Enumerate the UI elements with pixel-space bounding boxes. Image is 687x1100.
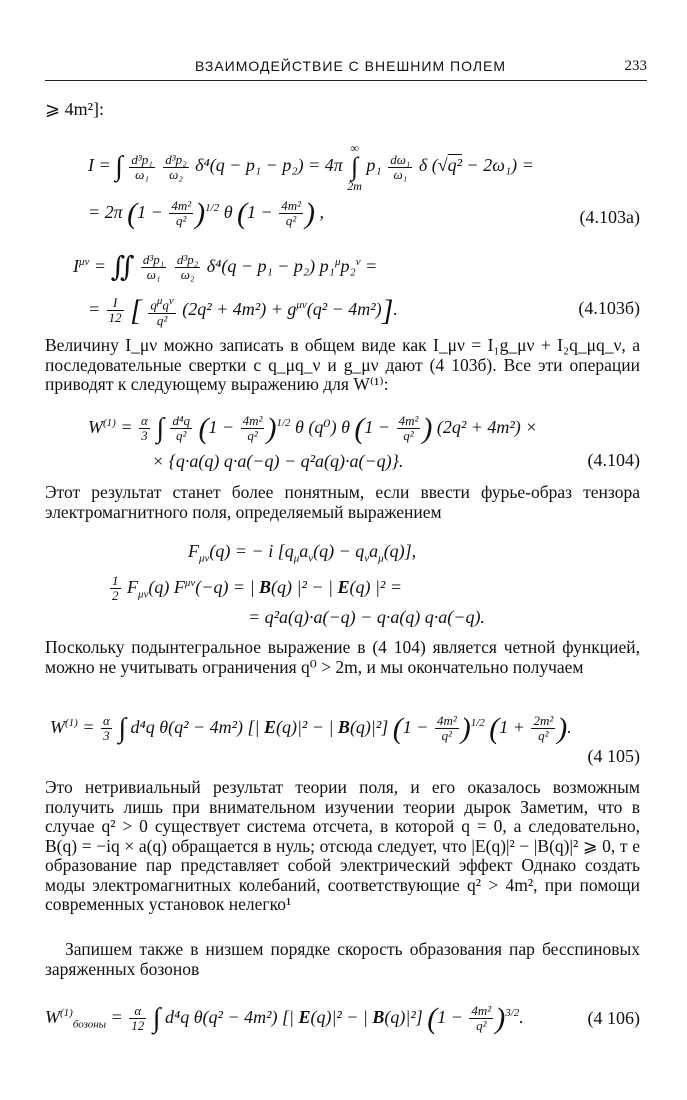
equation-field-tensor-1: $F_{\mu\nu}(q)$ = − i $[q_\mu a_\nu(q) - q_\nu a_\mu(q)]$, [188, 541, 417, 565]
condition-prefix: ⩾ 4m²]: [45, 99, 104, 119]
equation-4103b-line2: = $\frac{I}{12}$ [ $\frac{q^\mu q^\nu}{\text{q²}}$ $(2q^2 + 4m^2) + g^{\mu\nu}(q^2 - 4m^2)$]. [88, 293, 398, 328]
equation-4104-line2: × {q·a(q) q·a(−q) − q²a(q)·a(−q)}. [152, 451, 404, 471]
equation-4106: $W^{(1)}_{бозоны}$ = $\frac{\alpha}{12}$ ∫ d⁴q θ(q² − 4m²) [| E(q)|² − | B(q)|²] (1 − $\frac{\text{4m²}}{\text{q²}}$ )$^{3/2}$. [45, 1001, 524, 1035]
running-title: ВЗАИМОДЕЙСТВИЕ С ВНЕШНИМ ПОЛЕМ [195, 58, 507, 74]
equation-4103a-line2: = 2π (1 − $\frac{\text{4m²}}{\text{q²}}$ )$^{1/2}$ θ (1 − $\frac{\text{4m²}}{\text{q²}}$ ) , [88, 196, 324, 230]
header-rule [45, 80, 647, 81]
equation-4105: $W^{(1)}$ = $\frac{\alpha}{3}$ ∫ d⁴q θ(q² − 4m²) [| E(q)|² − | B(q)|²] (1 − $\frac{\text{4m²}}{\text{q²}}$ )$^{1/2}$ (1 + $\frac{\text{2m²}}{\text{q²}}$ ). [50, 711, 572, 745]
page-header [45, 58, 647, 78]
equation-number-4105: (4 105) [587, 746, 640, 766]
paragraph-3: Поскольку подынтегральное выражение в (4 104) является четной функцией, можно не учитывать ограничения q⁰ > 2m, и мы окончательно получаем [45, 637, 640, 677]
page-number: 233 [624, 58, 647, 74]
equation-4104-line1: $W^{(1)}$ = $\frac{\alpha}{3}$ ∫ $\frac{\text{d⁴q}}{\text{q²}}$ (1 − $\frac{\text{4m²}}{\text{q²}}$ )$^{1/2}$ θ (q⁰) θ (1 − $\frac{\text{4m²}}{\text{q²}}$ ) (2q² + 4m²) × [88, 411, 538, 445]
paragraph-4: Это нетривиальный результат теории поля, и его оказалось возможным получить лишь при внимательном изучении теории дырок Заметим, что в случае q² > 0 существует система отсчета, в которой q = 0, а следовательно, B(q) = −iq × a(q) обращается в нуль; отсюда следует, что |E(q)|² − |B(q)|² ⩾ 0, т е образование пар представляет собой электрический эффект Однако создать моды электромагнитных колебаний, соответствующие q² > 4m², при помощи современных установок нелегко¹ [45, 777, 640, 914]
equation-field-tensor-2: $\frac{1}{2}$ $F_{\mu\nu}(q) F^{\mu\nu}(-q)$ = | B(q) |² − | E(q) |² = [112, 573, 402, 604]
paragraph-5: Запишем также в низшем порядке скорость образования пар бесспиновых заряженных бозонов [45, 939, 640, 979]
paragraph-2: Этот результат станет более понятным, если ввести фурье-образ тензора электромагнитного поля, определяемый выражением [45, 482, 640, 522]
equation-number-4106: (4 106) [587, 1008, 640, 1028]
equation-field-tensor-3: = q²a(q)·a(−q) − q·a(q) q·a(−q). [248, 607, 485, 627]
equation-number-4104: (4.104) [587, 450, 640, 470]
equation-4103b-line1: $I^{\mu\nu}$ = ∬ $\frac{\text{d³p₁}}{\text{ω₁}}$ $\frac{\text{d³p₂}}{\text{ω₂}}$ δ⁴(q − p₁ − p₂) p₁$^\mu$p₂$^\nu$ = [73, 251, 378, 283]
paragraph-1: Величину I_μν можно записать в общем виде как I_μν = I₁g_μν + I₂q_μq_ν, а последовательные свертки с q_μq_ν и g_μν дают (4 103б). Все эти операции приводят к следующему выражению для W⁽¹⁾: [45, 335, 640, 394]
equation-number-4103a: (4.103а) [579, 207, 640, 227]
equation-4103a-line1: I = ∫ $\frac{\text{d³p₁}}{\text{ω₁}}$ $\frac{\text{d³p₂}}{\text{ω₂}}$ δ⁴(q − p₁ − p₂) = 4π ∞ ∫ 2m p₁ $\frac{\text{dω₁}}{\text{ω₁}}$ δ (√q² − 2ω₁) = [88, 141, 534, 193]
equation-number-4103b: (4.103б) [578, 298, 640, 318]
